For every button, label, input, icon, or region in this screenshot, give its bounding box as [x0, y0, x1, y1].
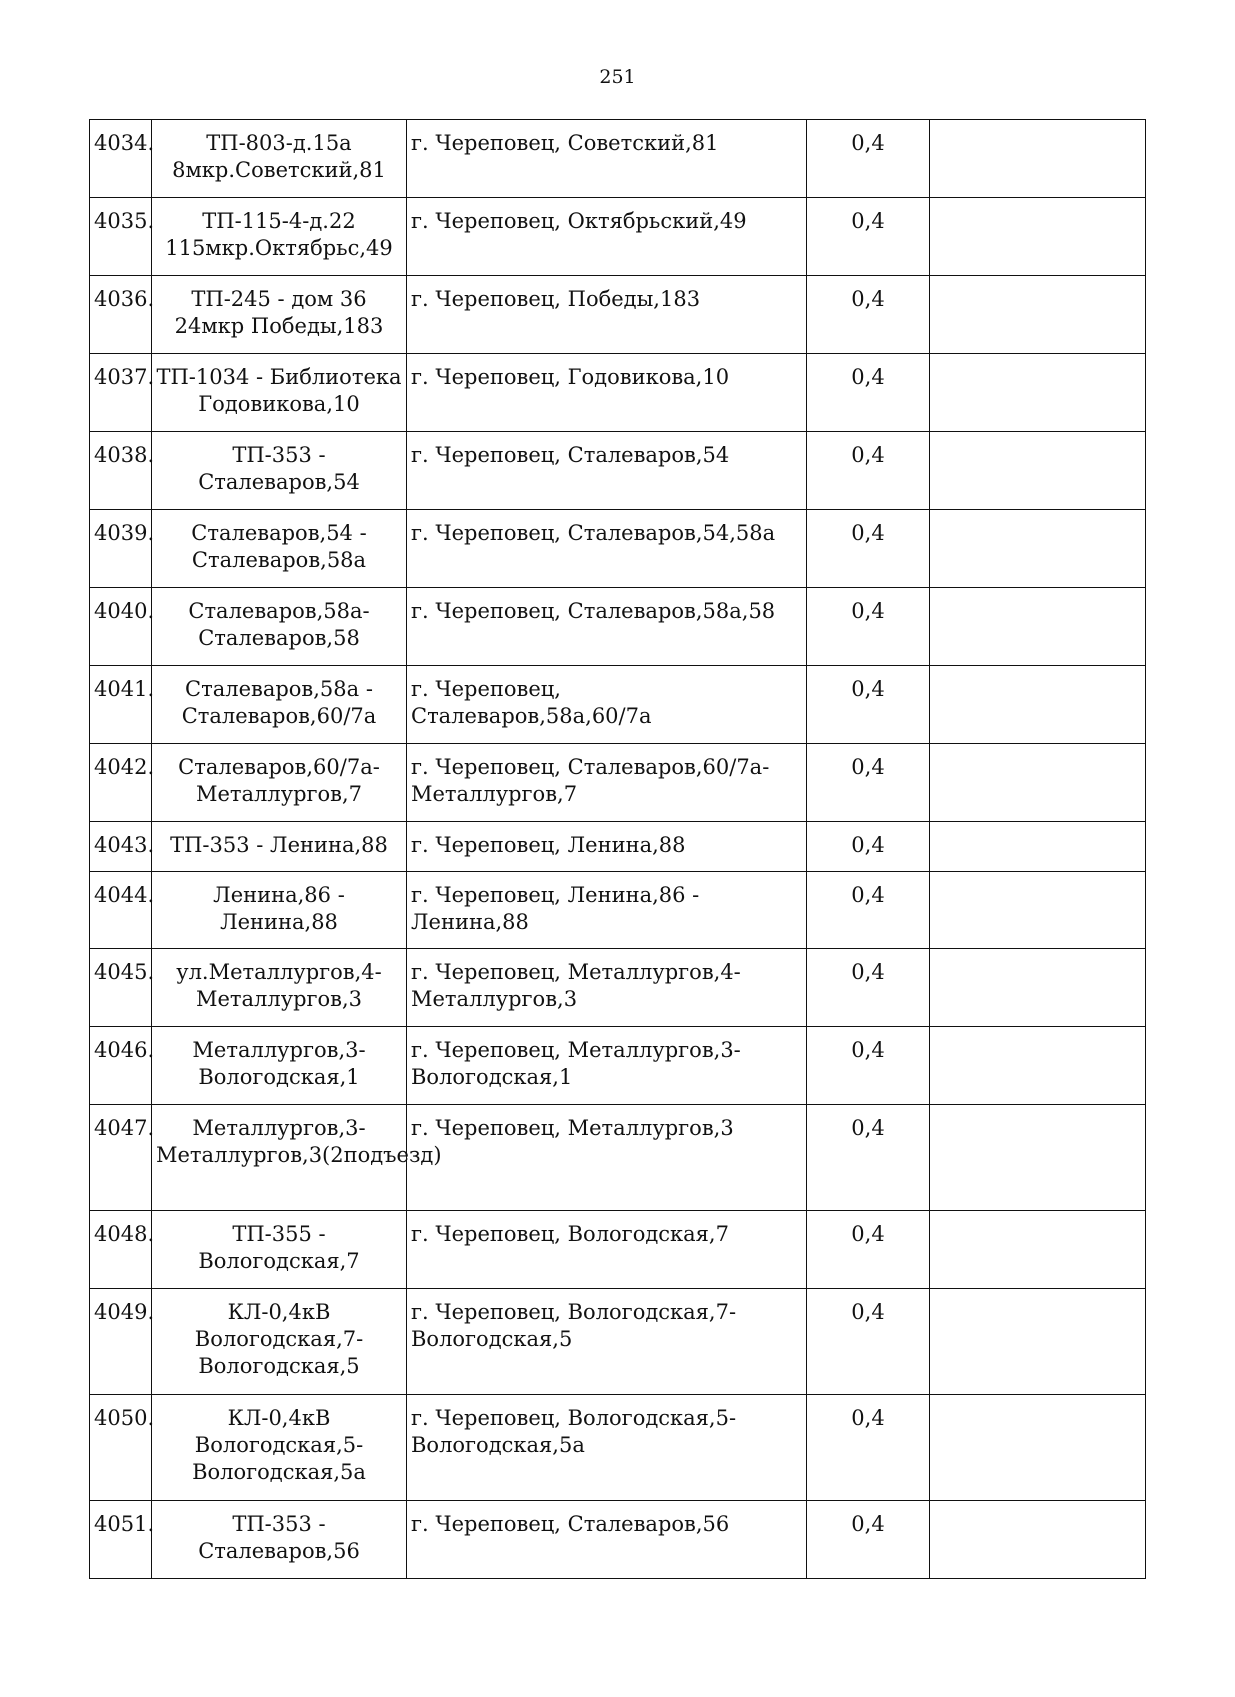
voltage-value: 0,4	[807, 588, 930, 666]
object-name: Сталеваров,60/7а-Металлургов,7	[152, 744, 407, 822]
voltage-value: 0,4	[807, 120, 930, 198]
voltage-value: 0,4	[807, 822, 930, 872]
empty-cell	[930, 666, 1146, 744]
empty-cell	[930, 1211, 1146, 1289]
voltage-value: 0,4	[807, 872, 930, 949]
empty-cell	[930, 744, 1146, 822]
empty-cell	[930, 1027, 1146, 1105]
row-number: 4034.	[90, 120, 152, 198]
empty-cell	[930, 198, 1146, 276]
table-row	[90, 744, 1146, 822]
empty-cell	[930, 354, 1146, 432]
row-number: 4051.	[90, 1501, 152, 1579]
row-number: 4048.	[90, 1211, 152, 1289]
voltage-value: 0,4	[807, 1289, 930, 1395]
object-name: КЛ-0,4кВ Вологодская,7-Вологодская,5	[152, 1289, 407, 1395]
object-address: г. Череповец, Сталеваров,56	[407, 1501, 807, 1579]
voltage-value: 0,4	[807, 510, 930, 588]
empty-cell	[930, 1501, 1146, 1579]
table-row	[90, 354, 1146, 432]
object-name: Сталеваров,54 - Сталеваров,58а	[152, 510, 407, 588]
table-row	[90, 1211, 1146, 1289]
object-address: г. Череповец, Ленина,88	[407, 822, 807, 872]
object-address: г. Череповец, Сталеваров,60/7а-Металлургов,7	[407, 744, 807, 822]
table-row	[90, 198, 1146, 276]
object-name: КЛ-0,4кВ Вологодская,5-Вологодская,5а	[152, 1395, 407, 1501]
object-name: Ленина,86 - Ленина,88	[152, 872, 407, 949]
row-number: 4043.	[90, 822, 152, 872]
object-address: г. Череповец, Металлургов,3-Вологодская,1	[407, 1027, 807, 1105]
voltage-value: 0,4	[807, 432, 930, 510]
object-name: Сталеваров,58а - Сталеваров,60/7а	[152, 666, 407, 744]
voltage-value: 0,4	[807, 1395, 930, 1501]
voltage-value: 0,4	[807, 1501, 930, 1579]
object-address: г. Череповец, Победы,183	[407, 276, 807, 354]
table-row	[90, 822, 1146, 872]
object-address: г. Череповец, Годовикова,10	[407, 354, 807, 432]
object-name: ТП-353 - Сталеваров,54	[152, 432, 407, 510]
row-number: 4042.	[90, 744, 152, 822]
object-name: ул.Металлургов,4-Металлургов,3	[152, 949, 407, 1027]
empty-cell	[930, 822, 1146, 872]
object-name: ТП-803-д.15а 8мкр.Советский,81	[152, 120, 407, 198]
row-number: 4039.	[90, 510, 152, 588]
table-row	[90, 872, 1146, 949]
voltage-value: 0,4	[807, 949, 930, 1027]
row-number: 4037.	[90, 354, 152, 432]
row-number: 4038.	[90, 432, 152, 510]
table-row	[90, 1289, 1146, 1395]
empty-cell	[930, 872, 1146, 949]
object-address: г. Череповец, Вологодская,5-Вологодская,5а	[407, 1395, 807, 1501]
empty-cell	[930, 1289, 1146, 1395]
object-name: ТП-115-4-д.22 115мкр.Октябрьс,49	[152, 198, 407, 276]
object-name: Сталеваров,58а-Сталеваров,58	[152, 588, 407, 666]
object-name: ТП-245 - дом 36 24мкр Победы,183	[152, 276, 407, 354]
voltage-value: 0,4	[807, 1105, 930, 1211]
row-number: 4047.	[90, 1105, 152, 1211]
voltage-value: 0,4	[807, 1211, 930, 1289]
empty-cell	[930, 1105, 1146, 1211]
row-number: 4040.	[90, 588, 152, 666]
row-number: 4050.	[90, 1395, 152, 1501]
row-number: 4046.	[90, 1027, 152, 1105]
voltage-value: 0,4	[807, 276, 930, 354]
row-number: 4041.	[90, 666, 152, 744]
object-address: г. Череповец, Советский,81	[407, 120, 807, 198]
row-number: 4036.	[90, 276, 152, 354]
table-row	[90, 510, 1146, 588]
table-row	[90, 432, 1146, 510]
object-address: г. Череповец, Металлургов,3	[407, 1105, 807, 1211]
voltage-value: 0,4	[807, 354, 930, 432]
empty-cell	[930, 120, 1146, 198]
object-address: г. Череповец, Металлургов,4-Металлургов,3	[407, 949, 807, 1027]
empty-cell	[930, 588, 1146, 666]
object-address: г. Череповец, Сталеваров,54	[407, 432, 807, 510]
row-number: 4045.	[90, 949, 152, 1027]
table-row	[90, 1027, 1146, 1105]
row-number: 4044.	[90, 872, 152, 949]
object-name: ТП-353 - Ленина,88	[152, 822, 407, 872]
object-address: г. Череповец, Сталеваров,58а,60/7а	[407, 666, 807, 744]
object-address: г. Череповец, Октябрьский,49	[407, 198, 807, 276]
object-name: Металлургов,3-Вологодская,1	[152, 1027, 407, 1105]
table-row	[90, 1395, 1146, 1501]
empty-cell	[930, 949, 1146, 1027]
table-row	[90, 120, 1146, 198]
table-row	[90, 276, 1146, 354]
empty-cell	[930, 1395, 1146, 1501]
empty-cell	[930, 510, 1146, 588]
object-address: г. Череповец, Вологодская,7-Вологодская,5	[407, 1289, 807, 1395]
table-row	[90, 949, 1146, 1027]
voltage-value: 0,4	[807, 744, 930, 822]
empty-cell	[930, 432, 1146, 510]
object-address: г. Череповец, Сталеваров,54,58а	[407, 510, 807, 588]
object-name: ТП-355 - Вологодская,7	[152, 1211, 407, 1289]
object-name: Металлургов,3-Металлургов,3(2подъезд)	[152, 1105, 407, 1211]
voltage-value: 0,4	[807, 666, 930, 744]
table-row	[90, 588, 1146, 666]
object-name: ТП-1034 - Библиотека Годовикова,10	[152, 354, 407, 432]
page-number: 251	[599, 66, 636, 88]
table-row	[90, 1501, 1146, 1579]
empty-cell	[930, 276, 1146, 354]
row-number: 4049.	[90, 1289, 152, 1395]
object-address: г. Череповец, Ленина,86 - Ленина,88	[407, 872, 807, 949]
row-number: 4035.	[90, 198, 152, 276]
lines-table	[89, 119, 1146, 1579]
object-address: г. Череповец, Сталеваров,58а,58	[407, 588, 807, 666]
table-row	[90, 1105, 1146, 1211]
voltage-value: 0,4	[807, 198, 930, 276]
object-address: г. Череповец, Вологодская,7	[407, 1211, 807, 1289]
object-name: ТП-353 - Сталеваров,56	[152, 1501, 407, 1579]
voltage-value: 0,4	[807, 1027, 930, 1105]
table-row	[90, 666, 1146, 744]
